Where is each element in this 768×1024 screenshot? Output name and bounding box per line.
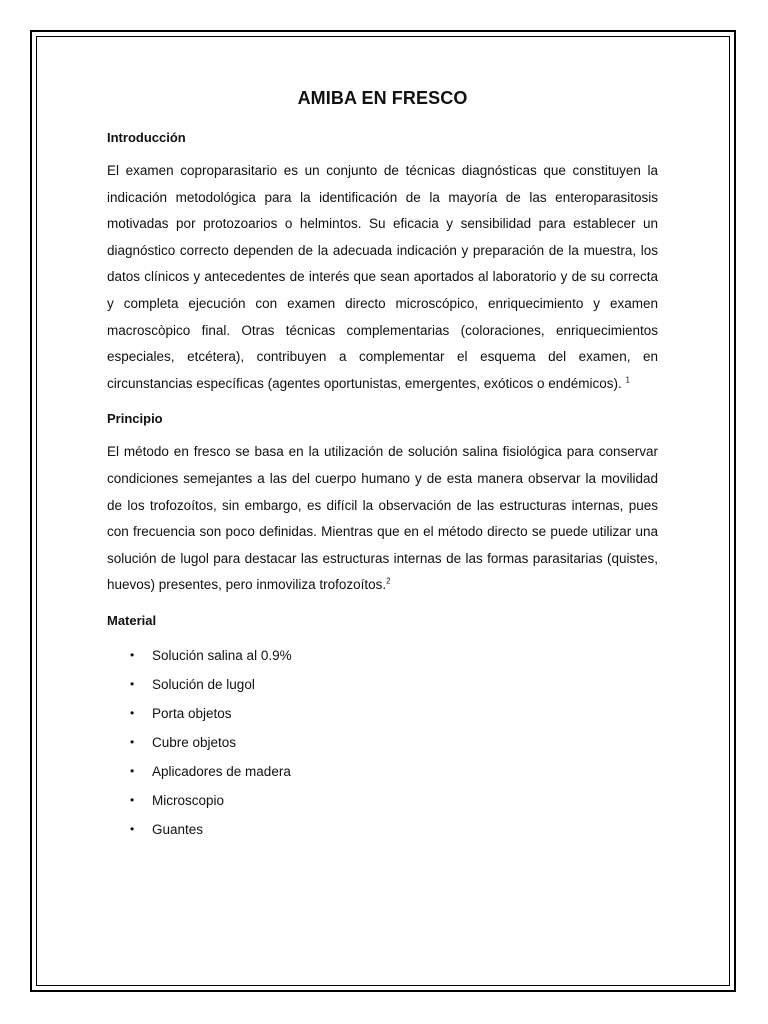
list-item: • Cubre objetos: [130, 728, 658, 757]
list-item: • Solución salina al 0.9%: [130, 641, 658, 670]
principio-paragraph: [107, 439, 658, 599]
material-list: [107, 641, 658, 844]
bullet-icon: •: [130, 821, 135, 836]
document-content: [107, 88, 658, 844]
principio-footnote: 2: [386, 576, 391, 586]
list-item: • Guantes: [130, 815, 658, 844]
introduccion-heading: Introducción: [107, 130, 186, 145]
introduccion-text: El examen coproparasitario es un conjunto de técnicas diagnósticas que constituyen la indicación metodológica para la identificación de la mayoría de las enteroparasitosis motivadas por protozoarios o helmintos. Su eficacia y sensibilidad para establecer un diagnóstico correcto dependen de la adecuada indicación y preparación de la muestra, los datos clínicos y antecedentes de interés que sean aportados al laboratorio y de su correcta y completa ejecución con examen directo microscópico, enriquecimiento y examen macroscòpico final. Otras técnicas complementarias (coloraciones, enriquecimientos especiales, etcétera), contribuyen a complementar el esquema del examen, en circunstancias específicas (agentes oportunistas, emergentes, exóticos o endémicos).: [107, 163, 658, 391]
principio-text: El método en fresco se basa en la utilización de solución salina fisiológica para conservar condiciones semejantes a las del cuerpo humano y de esta manera observar la movilidad de los trofozoítos, sin embargo, es difícil la observación de las estructuras internas, pues con frecuencia son poco definidas. Mientras que en el método directo se puede utilizar una solución de lugol para destacar las estructuras internas de las formas parasitarias (quistes, huevos) presentes, pero inmoviliza trofozoítos.: [107, 444, 658, 593]
introduccion-footnote: 1: [625, 375, 630, 385]
bullet-icon: •: [130, 647, 135, 662]
bullet-icon: •: [130, 734, 135, 749]
principio-heading: Principio: [107, 411, 163, 427]
bullet-icon: •: [130, 676, 135, 691]
list-item: • Microscopio: [130, 786, 658, 815]
list-item: • Porta objetos: [130, 699, 658, 728]
list-item: • Solución de lugol: [130, 670, 658, 699]
introduccion-paragraph: [107, 158, 658, 397]
bullet-icon: •: [130, 792, 135, 807]
list-item: • Aplicadores de madera: [130, 757, 658, 786]
bullet-icon: •: [130, 705, 135, 720]
bullet-icon: •: [130, 763, 135, 778]
document-title: AMIBA EN FRESCO: [297, 88, 468, 108]
material-heading: Material: [107, 612, 157, 628]
